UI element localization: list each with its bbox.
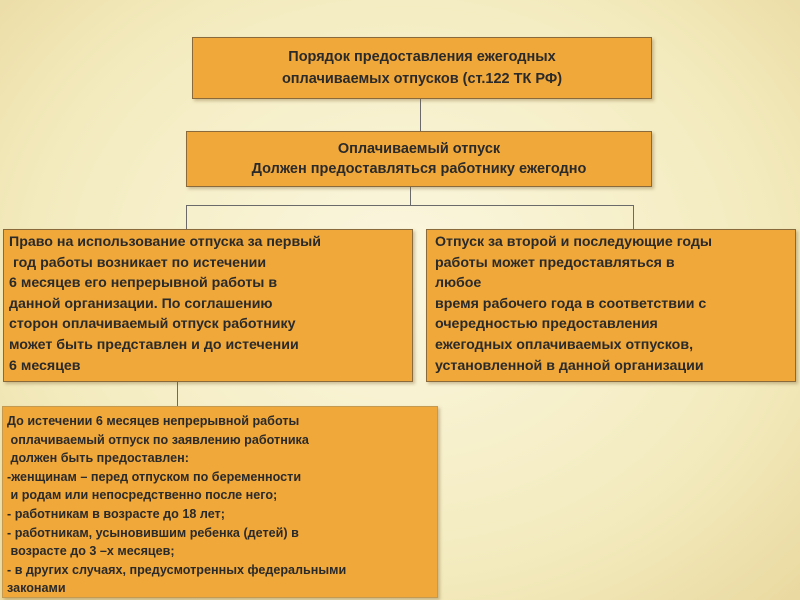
bottom-line-3: должен быть предоставлен:	[7, 451, 189, 466]
early-leave-cases-box	[2, 406, 438, 598]
bottom-line-9: - в других случаях, предусмотренных федеральными	[7, 562, 347, 577]
left-line-5: сторон оплачиваемый отпуск работнику	[9, 316, 296, 333]
left-line-6: может быть представлен и до истечении	[9, 336, 299, 353]
paid-leave-box	[186, 131, 652, 187]
title-line-1: Порядок предоставления ежегодных	[288, 49, 556, 65]
bottom-line-2: оплачиваемый отпуск по заявлению работника	[7, 432, 309, 447]
bottom-line-10: законами	[7, 581, 66, 596]
right-line-3: любое	[435, 275, 482, 292]
subsequent-years-leave-box	[426, 229, 796, 382]
paid-line-1: Оплачиваемый отпуск	[337, 141, 501, 157]
right-line-4: время рабочего года в соответствии с	[435, 295, 707, 312]
paid-line-2: Должен предоставляться работнику ежегодно	[251, 161, 587, 177]
bottom-line-4: -женщинам – перед отпуском по беременности	[7, 469, 302, 484]
left-line-4: данной организации. По соглашению	[9, 295, 273, 312]
first-year-leave-box	[3, 229, 413, 382]
bottom-line-5: и родам или непосредственно после него;	[7, 488, 278, 503]
bottom-line-8: возрасте до 3 –х месяцев;	[7, 544, 175, 559]
right-line-5: очередностью предоставления	[435, 316, 658, 333]
connector-paid-to-split	[410, 187, 411, 206]
connector-title-to-paid	[420, 99, 421, 131]
left-line-3: 6 месяцев его непрерывной работы в	[9, 275, 278, 292]
right-line-6: ежегодных оплачиваемых отпусков,	[435, 336, 694, 353]
title-line-2: оплачиваемых отпусков (ст.122 ТК РФ)	[281, 71, 563, 87]
left-line-1: Право на использование отпуска за первый	[9, 234, 322, 250]
bottom-line-7: - работникам, усыновившим ребенка (детей) в	[7, 525, 299, 540]
right-line-1: Отпуск за второй и последующие годы	[435, 234, 713, 250]
right-line-7: установленной в данной организации	[435, 357, 704, 374]
right-line-2: работы может предоставляться в	[435, 254, 675, 271]
connector-to-left-box	[186, 205, 187, 229]
connector-left-to-bottom	[177, 382, 178, 406]
bottom-line-6: - работникам в возрасте до 18 лет;	[7, 506, 225, 521]
bottom-line-1: До истечении 6 месяцев непрерывной работы	[7, 414, 300, 428]
left-line-7: 6 месяцев	[9, 357, 81, 374]
diagram-title-box	[192, 37, 652, 99]
connector-horizontal-split	[186, 205, 634, 206]
left-line-2: год работы возникает по истечении	[9, 254, 267, 271]
connector-to-right-box	[633, 205, 634, 229]
